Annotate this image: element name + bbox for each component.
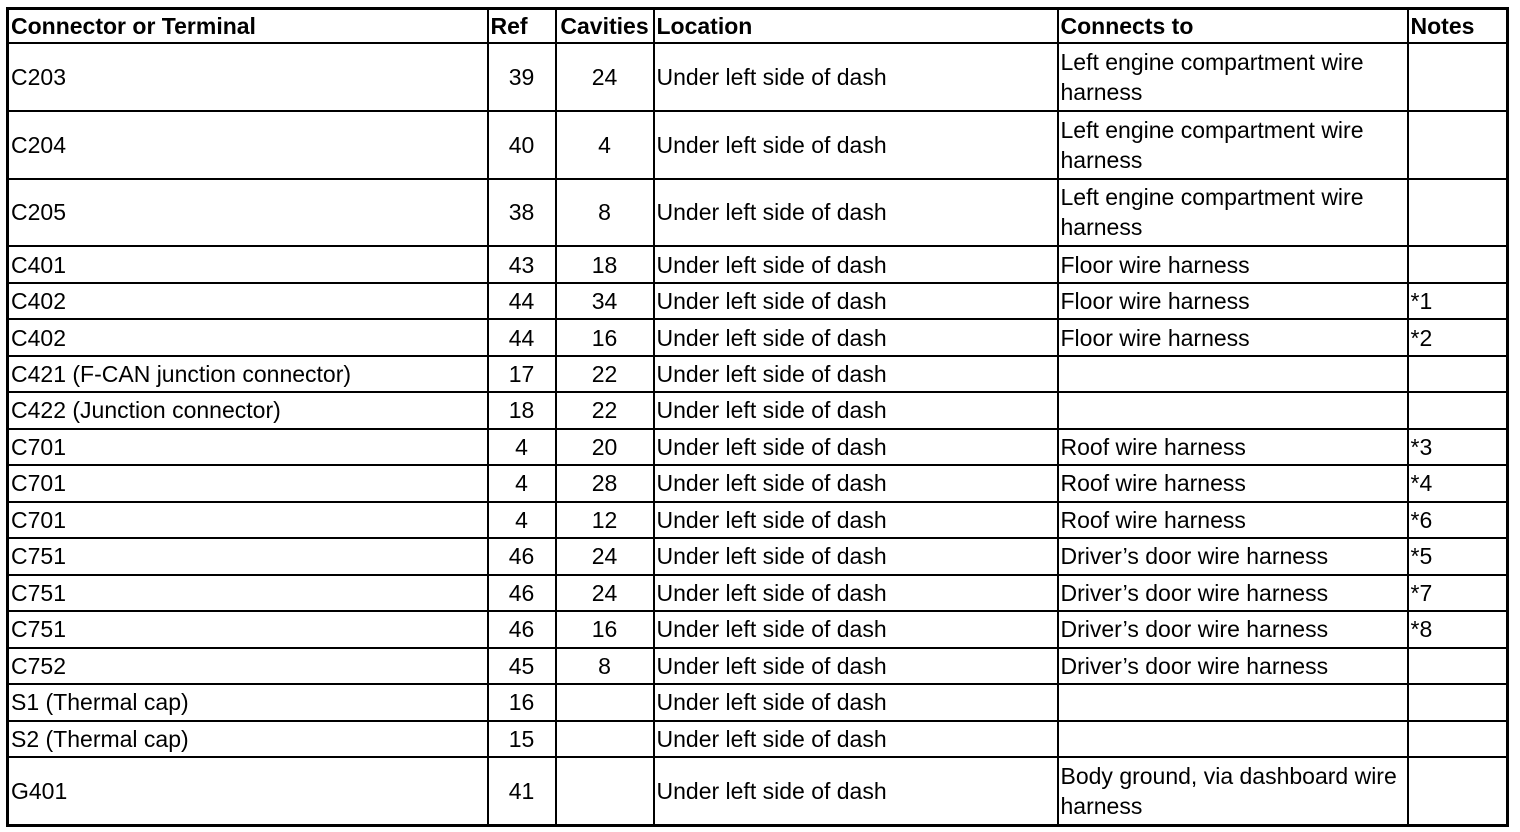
cell-cavities: 8 — [556, 648, 654, 684]
cell-location: Under left side of dash — [654, 465, 1058, 501]
cell-ref: 46 — [488, 611, 556, 647]
cell-connects-to — [1058, 721, 1408, 757]
cell-ref: 46 — [488, 538, 556, 574]
cell-connector: C204 — [8, 111, 488, 179]
cell-location: Under left side of dash — [654, 502, 1058, 538]
cell-ref: 39 — [488, 43, 556, 111]
header-connects-to: Connects to — [1058, 9, 1408, 44]
cell-ref: 4 — [488, 502, 556, 538]
table-row — [8, 43, 1508, 111]
cell-connector: C402 — [8, 319, 488, 355]
cell-ref: 17 — [488, 356, 556, 392]
cell-notes: *2 — [1408, 319, 1508, 355]
cell-ref: 4 — [488, 465, 556, 501]
header-location: Location — [654, 9, 1058, 44]
cell-connector: C422 (Junction connector) — [8, 392, 488, 428]
table-row — [8, 648, 1508, 684]
table-header-row — [8, 9, 1508, 44]
cell-connects-to: Driver’s door wire harness — [1058, 648, 1408, 684]
cell-connects-to — [1058, 392, 1408, 428]
header-ref: Ref — [488, 9, 556, 44]
cell-connector: C752 — [8, 648, 488, 684]
cell-notes — [1408, 179, 1508, 247]
cell-connector: C402 — [8, 283, 488, 319]
cell-connector: C751 — [8, 575, 488, 611]
table-row — [8, 246, 1508, 282]
cell-location: Under left side of dash — [654, 538, 1058, 574]
cell-connects-to: Roof wire harness — [1058, 429, 1408, 465]
cell-cavities: 20 — [556, 429, 654, 465]
cell-connector: C701 — [8, 429, 488, 465]
cell-notes: *6 — [1408, 502, 1508, 538]
cell-cavities: 24 — [556, 575, 654, 611]
cell-location: Under left side of dash — [654, 179, 1058, 247]
cell-connector: S1 (Thermal cap) — [8, 684, 488, 720]
cell-notes — [1408, 111, 1508, 179]
cell-connects-to: Floor wire harness — [1058, 283, 1408, 319]
cell-location: Under left side of dash — [654, 721, 1058, 757]
cell-connects-to: Driver’s door wire harness — [1058, 538, 1408, 574]
cell-connector: C751 — [8, 611, 488, 647]
cell-location: Under left side of dash — [654, 392, 1058, 428]
header-notes: Notes — [1408, 9, 1508, 44]
cell-connects-to: Left engine compartment wire harness — [1058, 179, 1408, 247]
table-row — [8, 111, 1508, 179]
cell-location: Under left side of dash — [654, 757, 1058, 825]
cell-notes — [1408, 356, 1508, 392]
cell-cavities — [556, 721, 654, 757]
cell-location: Under left side of dash — [654, 575, 1058, 611]
cell-cavities: 28 — [556, 465, 654, 501]
cell-location: Under left side of dash — [654, 111, 1058, 179]
cell-cavities: 12 — [556, 502, 654, 538]
table-row — [8, 319, 1508, 355]
table-row — [8, 179, 1508, 247]
table-row — [8, 502, 1508, 538]
cell-ref: 44 — [488, 319, 556, 355]
cell-ref: 18 — [488, 392, 556, 428]
table-row — [8, 538, 1508, 574]
connector-table — [6, 7, 1509, 827]
cell-notes — [1408, 43, 1508, 111]
cell-notes — [1408, 757, 1508, 825]
cell-location: Under left side of dash — [654, 611, 1058, 647]
cell-location: Under left side of dash — [654, 319, 1058, 355]
cell-notes: *4 — [1408, 465, 1508, 501]
cell-notes: *5 — [1408, 538, 1508, 574]
cell-cavities: 22 — [556, 356, 654, 392]
cell-connects-to: Left engine compartment wire harness — [1058, 111, 1408, 179]
cell-location: Under left side of dash — [654, 246, 1058, 282]
table-row — [8, 429, 1508, 465]
cell-connector: C421 (F-CAN junction connector) — [8, 356, 488, 392]
table-row — [8, 757, 1508, 825]
cell-location: Under left side of dash — [654, 283, 1058, 319]
cell-location: Under left side of dash — [654, 648, 1058, 684]
cell-notes: *7 — [1408, 575, 1508, 611]
header-connector: Connector or Terminal — [8, 9, 488, 44]
cell-connects-to: Roof wire harness — [1058, 502, 1408, 538]
cell-connector: S2 (Thermal cap) — [8, 721, 488, 757]
cell-cavities — [556, 757, 654, 825]
cell-connector: C701 — [8, 465, 488, 501]
cell-connects-to — [1058, 684, 1408, 720]
table-row — [8, 465, 1508, 501]
header-cavities: Cavities — [556, 9, 654, 44]
cell-cavities: 4 — [556, 111, 654, 179]
cell-notes — [1408, 684, 1508, 720]
cell-connects-to: Roof wire harness — [1058, 465, 1408, 501]
cell-ref: 38 — [488, 179, 556, 247]
table-row — [8, 611, 1508, 647]
cell-location: Under left side of dash — [654, 684, 1058, 720]
cell-location: Under left side of dash — [654, 43, 1058, 111]
cell-cavities — [556, 684, 654, 720]
cell-cavities: 24 — [556, 43, 654, 111]
table-row — [8, 283, 1508, 319]
cell-ref: 40 — [488, 111, 556, 179]
cell-notes: *8 — [1408, 611, 1508, 647]
cell-connector: C205 — [8, 179, 488, 247]
cell-connects-to — [1058, 356, 1408, 392]
cell-cavities: 16 — [556, 611, 654, 647]
cell-cavities: 8 — [556, 179, 654, 247]
cell-cavities: 22 — [556, 392, 654, 428]
table-row — [8, 392, 1508, 428]
cell-connector: G401 — [8, 757, 488, 825]
table-row — [8, 356, 1508, 392]
cell-cavities: 18 — [556, 246, 654, 282]
cell-ref: 4 — [488, 429, 556, 465]
cell-cavities: 16 — [556, 319, 654, 355]
table-row — [8, 721, 1508, 757]
cell-connects-to: Driver’s door wire harness — [1058, 611, 1408, 647]
cell-cavities: 34 — [556, 283, 654, 319]
cell-notes: *3 — [1408, 429, 1508, 465]
cell-connects-to: Left engine compartment wire harness — [1058, 43, 1408, 111]
cell-ref: 43 — [488, 246, 556, 282]
cell-ref: 15 — [488, 721, 556, 757]
cell-notes — [1408, 648, 1508, 684]
cell-connects-to: Driver’s door wire harness — [1058, 575, 1408, 611]
cell-notes — [1408, 392, 1508, 428]
cell-connector: C751 — [8, 538, 488, 574]
cell-connects-to: Floor wire harness — [1058, 246, 1408, 282]
cell-connector: C203 — [8, 43, 488, 111]
cell-connector: C401 — [8, 246, 488, 282]
cell-ref: 45 — [488, 648, 556, 684]
cell-cavities: 24 — [556, 538, 654, 574]
table-row — [8, 684, 1508, 720]
cell-ref: 41 — [488, 757, 556, 825]
cell-location: Under left side of dash — [654, 429, 1058, 465]
cell-ref: 44 — [488, 283, 556, 319]
cell-notes — [1408, 246, 1508, 282]
cell-ref: 16 — [488, 684, 556, 720]
cell-connects-to: Body ground, via dashboard wire harness — [1058, 757, 1408, 825]
cell-location: Under left side of dash — [654, 356, 1058, 392]
cell-notes — [1408, 721, 1508, 757]
cell-connects-to: Floor wire harness — [1058, 319, 1408, 355]
cell-connector: C701 — [8, 502, 488, 538]
table-body — [8, 43, 1508, 826]
cell-notes: *1 — [1408, 283, 1508, 319]
cell-ref: 46 — [488, 575, 556, 611]
table-row — [8, 575, 1508, 611]
